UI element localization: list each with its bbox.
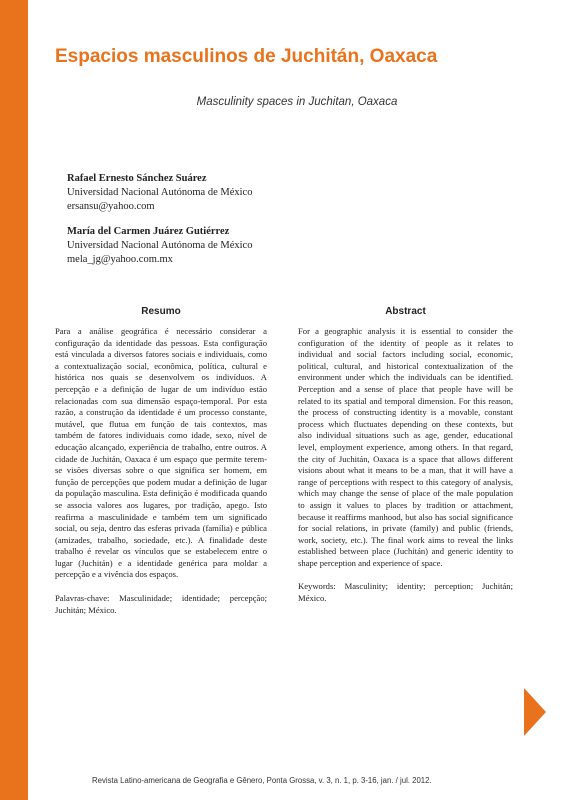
article-subtitle: Masculinity spaces in Juchitan, Oaxaca bbox=[196, 96, 398, 108]
resumo-body: Para a análise geográfica é necessário considerar a configuração da identidade das pessoas. Esta configuração está vinculada a diversos fatores sociais e individuais, como a contextualização social, econômica, política, cultural e histórica nos quais se desenvolvem os indivíduos. A percepção e a definição de lugar de um indivíduo estão relacionadas com sua dimensão espaço-temporal. Por esta razão, a construção da identidade é um processo constante, mutável, que flutua em função de tais contextos, mas também de fatores individuais como idade, sexo, nível de educação alcançado, experiência de trabalho, entre outros. A cidade de Juchitán, Oaxaca é um espaço que permite terem-se visões diversas sobre o que significa ser homem, em função de percepções que podem mudar a definição de lugar da população masculina. Esta definição é modificada quando se associa valores aos lugares, por tradição, apego. Isto reafirma a masculinidade e também tem um significado social, ou seja, dentro das esferas privada (família) e pública (amizades, trabalho, sociedade, etc.). A finalidade deste trabalho é revelar os vínculos que se estabelecem entre o lugar (Juchitán) e a identidade genérica para moldar a percepção e a vivência dos espaços. bbox=[55, 326, 267, 580]
author-name: Rafael Ernesto Sánchez Suárez bbox=[67, 173, 207, 184]
article-title: Espacios masculinos de Juchitán, Oaxaca bbox=[55, 46, 438, 67]
abstract-body: For a geographic analysis it is essential to consider the configuration of the identity of people as it relates to individual and social factors including social, economic, political, cultural, and historical contextualization of the environment under which the individuals can be identified. Perception and a sense of place that people have will be related to its spatial and temporal dimension. For this reason, the process of constructing identity is a movable, constant process which fluctuates depending on these contexts, but also individual situations such as age, gender, educational level, employment experience, among others. In that regard, the city of Juchitán, Oaxaca is a space that allows different visions about what it means to be a man, that it will have a range of perceptions with respect to this category of analysis, which may change the sense of place of the male population to assign it values to places by tradition or attachment, because it reaffirms manhood, but also has social significance for social relations, in private (family) and public (friends, work, society, etc.). The final work aims to reveal the links established between place (Juchitán) and generic identity to shape perception and experience of space. bbox=[298, 326, 513, 568]
resumo-keywords: Palavras-chave: Masculinidade; identidade; percepção; Juchitán; México. bbox=[55, 593, 267, 615]
next-page-arrow-icon[interactable] bbox=[524, 688, 546, 736]
resumo-heading: Resumo bbox=[141, 306, 181, 317]
abstract-keywords: Keywords: Masculinity; identity; perception; Juchitán; México. bbox=[298, 581, 513, 604]
abstract-heading: Abstract bbox=[385, 306, 426, 317]
footer-citation: Revista Latino-americana de Geografia e Gênero, Ponta Grossa, v. 3, n. 1, p. 3-16, jan. / jul. 2012. bbox=[92, 776, 432, 785]
author-affiliation: Universidad Nacional Autónoma de México bbox=[67, 240, 253, 251]
author-block bbox=[67, 172, 252, 214]
resumo-column bbox=[55, 326, 267, 616]
author-email[interactable]: mela_jg@yahoo.com.mx bbox=[67, 254, 173, 265]
author-name: María del Carmen Juárez Gutiérrez bbox=[67, 226, 230, 237]
side-accent-bar bbox=[0, 0, 28, 800]
author-email[interactable]: ersansu@yahoo.com bbox=[67, 201, 155, 212]
author-affiliation: Universidad Nacional Autónoma de México bbox=[67, 187, 253, 198]
author-block bbox=[67, 225, 252, 267]
abstract-column bbox=[298, 326, 513, 605]
